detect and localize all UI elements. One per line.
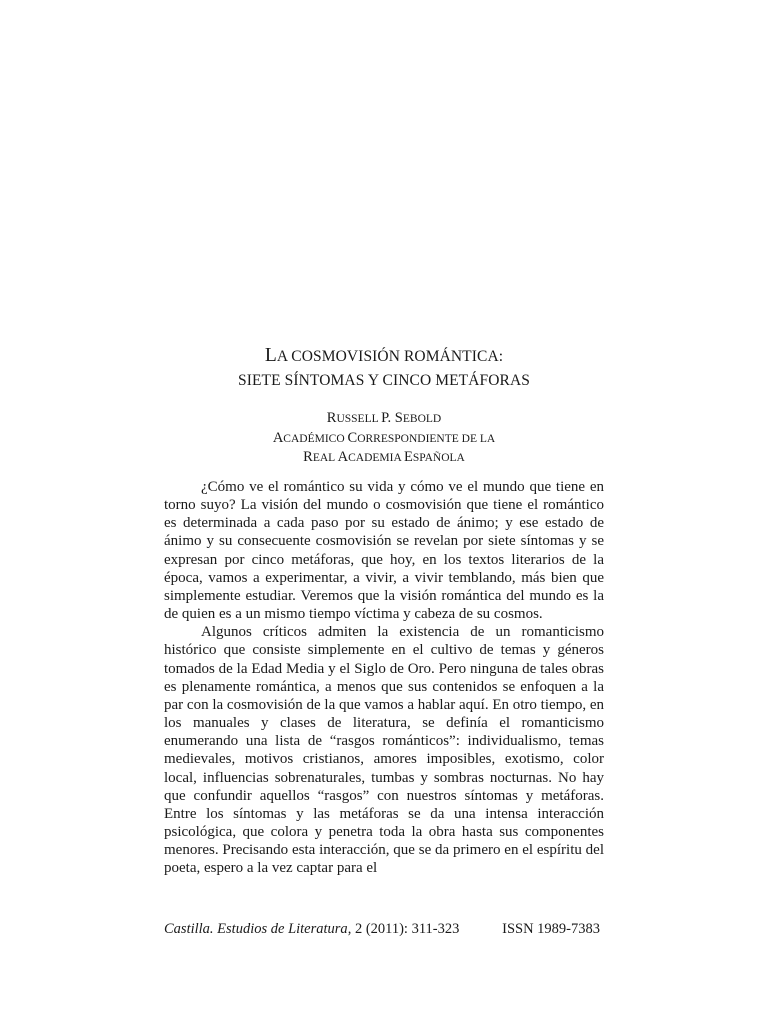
issn-number: ISSN 1989-7383 [502, 921, 600, 937]
title-line-1-text: A COSMOVISIÓN ROMÁNTICA: [276, 348, 504, 365]
affil2-cap-e: E [404, 449, 413, 465]
affil2-cap-c: A [337, 449, 349, 465]
title-initial: L [264, 345, 277, 366]
article-title [164, 344, 604, 393]
affil2-cap-a: R [303, 449, 313, 465]
title-line-2: SIETE SÍNTOMAS Y CINCO METÁFORAS [238, 372, 530, 389]
affil2-text-f: SPAÑOLA [412, 452, 465, 464]
affil1-cap-c: C [347, 429, 358, 446]
title-line-1 [164, 344, 604, 369]
author-first-name: USSELL [336, 413, 382, 425]
author-affiliation-1 [164, 429, 604, 449]
page-footer [164, 920, 600, 938]
author-block [164, 409, 604, 468]
affil1-cap-a: A [272, 429, 284, 446]
affil2-text-d: CADEMIA [348, 452, 405, 464]
affil1-text-d: ORRESPONDIENTE DE LA [357, 432, 496, 445]
journal-citation: , 2 (2011): 311-323 [347, 921, 460, 937]
author-middle-initial: P. [381, 410, 395, 426]
author-last-initial: S [394, 410, 403, 426]
author-name [164, 409, 604, 429]
author-affiliation-2 [164, 448, 604, 468]
journal-name: Castilla. Estudios de Literatura [164, 921, 348, 937]
article-body [164, 478, 604, 877]
author-last-name: EBOLD [402, 413, 442, 425]
affil2-text-b: EAL [312, 452, 338, 464]
paragraph-1: ¿Cómo ve el romántico su vida y cómo ve el mundo que tiene en torno suyo? La visión del mundo o cosmovisión que tiene el romántico es determinada a cada paso por su estado de ánimo; y ese estado de ánimo y su consecuente cosmovisión se revelan por siete síntomas y se expresan por cinco metáforas, que hoy, en los textos literarios de la época, vamos a experimentar, a vivir, a vivir temblando, más bien que simplemente estudiar. Veremos que la visión romántica del mundo es la de quien es a un mismo tiempo víctima y cabeza de su cosmos. [164, 479, 604, 623]
paragraph-2: Algunos críticos admiten la existencia de un romanticismo histórico que consiste simplemente en el cultivo de temas y géneros tomados de la Edad Media y el Siglo de Oro. Pero ninguna de tales obras es plenamente romántica, a menos que sus contenidos se enfoquen a la par con la cosmovisión de la que vamos a hablar aquí. En otro tiempo, en los manuales y clases de literatura, se definía el romanticismo enumerando una lista de “rasgos románticos”: individualismo, temas medievales, motivos cristianos, amores imposibles, exotismo, color local, influencias sobrenaturales, tumbas y sombras nocturnas. No hay que confundir aquellos “rasgos” con nuestros síntomas y metáforas. Entre los síntomas y las metáforas se da una intensa interacción psicológica, que colora y penetra toda la obra hasta sus componentes menores. Precisando esta interacción, que se da primero en el espíritu del poeta, espero a la vez captar para el [164, 624, 604, 877]
author-initial: R [326, 410, 337, 426]
affil1-text-b: CADÉMICO [283, 432, 348, 445]
